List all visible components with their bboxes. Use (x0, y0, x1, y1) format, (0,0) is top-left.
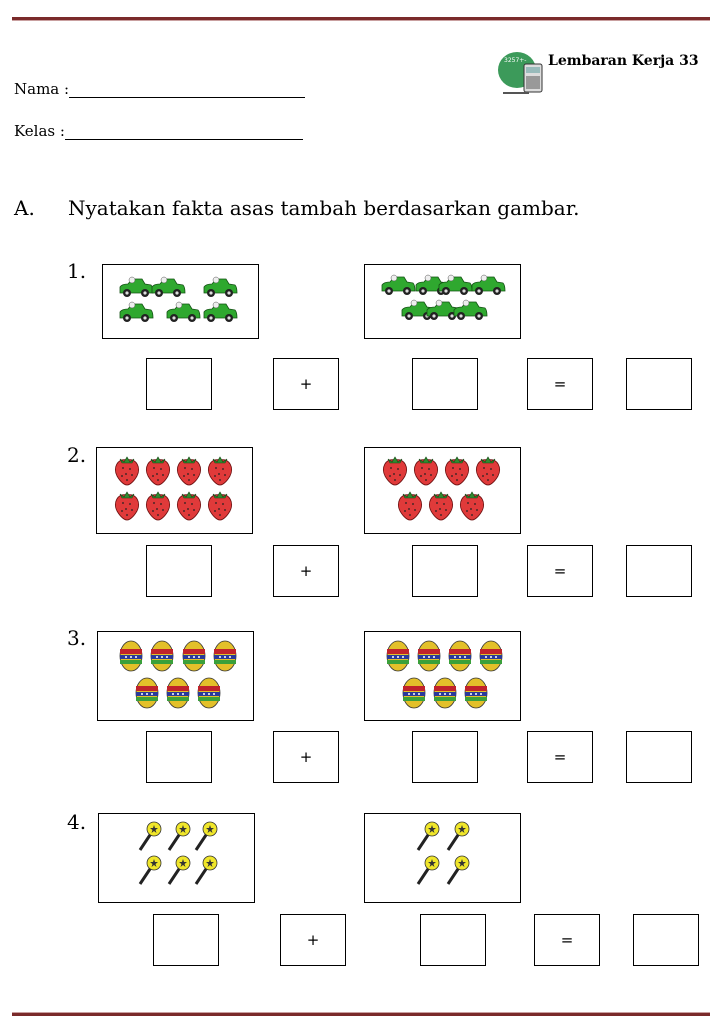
lollipop-icon (418, 856, 439, 884)
easter-egg-icon (120, 641, 142, 671)
easter-egg-icon (434, 678, 456, 708)
q4-answer-box-sum[interactable] (633, 914, 699, 966)
q4-equals-sign: = (534, 914, 600, 966)
strawberry-icon (429, 492, 452, 520)
car-icon (120, 277, 153, 297)
car-icon (167, 302, 200, 322)
strawberry-icon (146, 492, 169, 520)
easter-egg-icon (214, 641, 236, 671)
question-4-number: 4. (67, 810, 87, 834)
strawberry-icon (115, 492, 138, 520)
strawberry-icon (445, 457, 468, 485)
q2-equals-sign: = (527, 545, 593, 597)
q1-plus-sign: + (273, 358, 339, 410)
easter-egg-icon (418, 641, 440, 671)
q2-answer-box-2[interactable] (412, 545, 478, 597)
lollipop-icon (448, 856, 469, 884)
q4-answer-box-1[interactable] (153, 914, 219, 966)
name-label: Nama : (14, 80, 70, 98)
car-icon (454, 300, 487, 320)
car-icon (120, 302, 153, 322)
easter-egg-icon (449, 641, 471, 671)
q2-answer-box-1[interactable] (146, 545, 212, 597)
easter-egg-icon (465, 678, 487, 708)
car-icon (439, 275, 472, 295)
easter-egg-icon (480, 641, 502, 671)
strawberry-icon (208, 492, 231, 520)
q3-answer-box-1[interactable] (146, 731, 212, 783)
sheet-title: Lembaran Kerja 33 (548, 53, 699, 69)
question-1-number: 1. (67, 259, 87, 283)
easter-egg-icon (136, 678, 158, 708)
lollipop-icon (169, 822, 190, 850)
easter-egg-icon (183, 641, 205, 671)
q4-plus-sign: + (280, 914, 346, 966)
easter-egg-icon (198, 678, 220, 708)
q3-plus-sign: + (273, 731, 339, 783)
q2-answer-box-sum[interactable] (626, 545, 692, 597)
logo-text: 3257+- (504, 57, 527, 64)
strawberry-icon (398, 492, 421, 520)
bottom-border-rule (12, 1012, 710, 1016)
q2-plus-sign: + (273, 545, 339, 597)
strawberry-icon (208, 457, 231, 485)
q4-answer-box-2[interactable] (420, 914, 486, 966)
strawberry-icon (115, 457, 138, 485)
lollipop-icon (140, 856, 161, 884)
strawberry-icon (383, 457, 406, 485)
strawberry-icon (476, 457, 499, 485)
q1-answer-box-1[interactable] (146, 358, 212, 410)
lollipop-icon (448, 822, 469, 850)
section-letter: A. (14, 196, 35, 220)
question-2-number: 2. (67, 443, 87, 467)
lollipop-icon (169, 856, 190, 884)
q1-answer-box-2[interactable] (412, 358, 478, 410)
easter-egg-icon (403, 678, 425, 708)
lollipop-icon (196, 856, 217, 884)
q3-answer-box-sum[interactable] (626, 731, 692, 783)
car-icon (472, 275, 505, 295)
car-icon (204, 302, 237, 322)
instruction-text: Nyatakan fakta asas tambah berdasarkan gambar. (68, 196, 580, 220)
lollipop-icon (196, 822, 217, 850)
strawberry-icon (146, 457, 169, 485)
class-label: Kelas : (14, 122, 65, 140)
car-icon (382, 275, 415, 295)
easter-egg-icon (151, 641, 173, 671)
q1-answer-box-sum[interactable] (626, 358, 692, 410)
car-icon (152, 277, 185, 297)
question-3-number: 3. (67, 626, 87, 650)
strawberry-icon (177, 492, 200, 520)
lollipop-icon (140, 822, 161, 850)
strawberry-icon (460, 492, 483, 520)
strawberry-icon (414, 457, 437, 485)
car-icon (204, 277, 237, 297)
strawberry-icon (177, 457, 200, 485)
q3-answer-box-2[interactable] (412, 731, 478, 783)
q3-equals-sign: = (527, 731, 593, 783)
lollipop-icon (418, 822, 439, 850)
easter-egg-icon (167, 678, 189, 708)
easter-egg-icon (387, 641, 409, 671)
q1-equals-sign: = (527, 358, 593, 410)
